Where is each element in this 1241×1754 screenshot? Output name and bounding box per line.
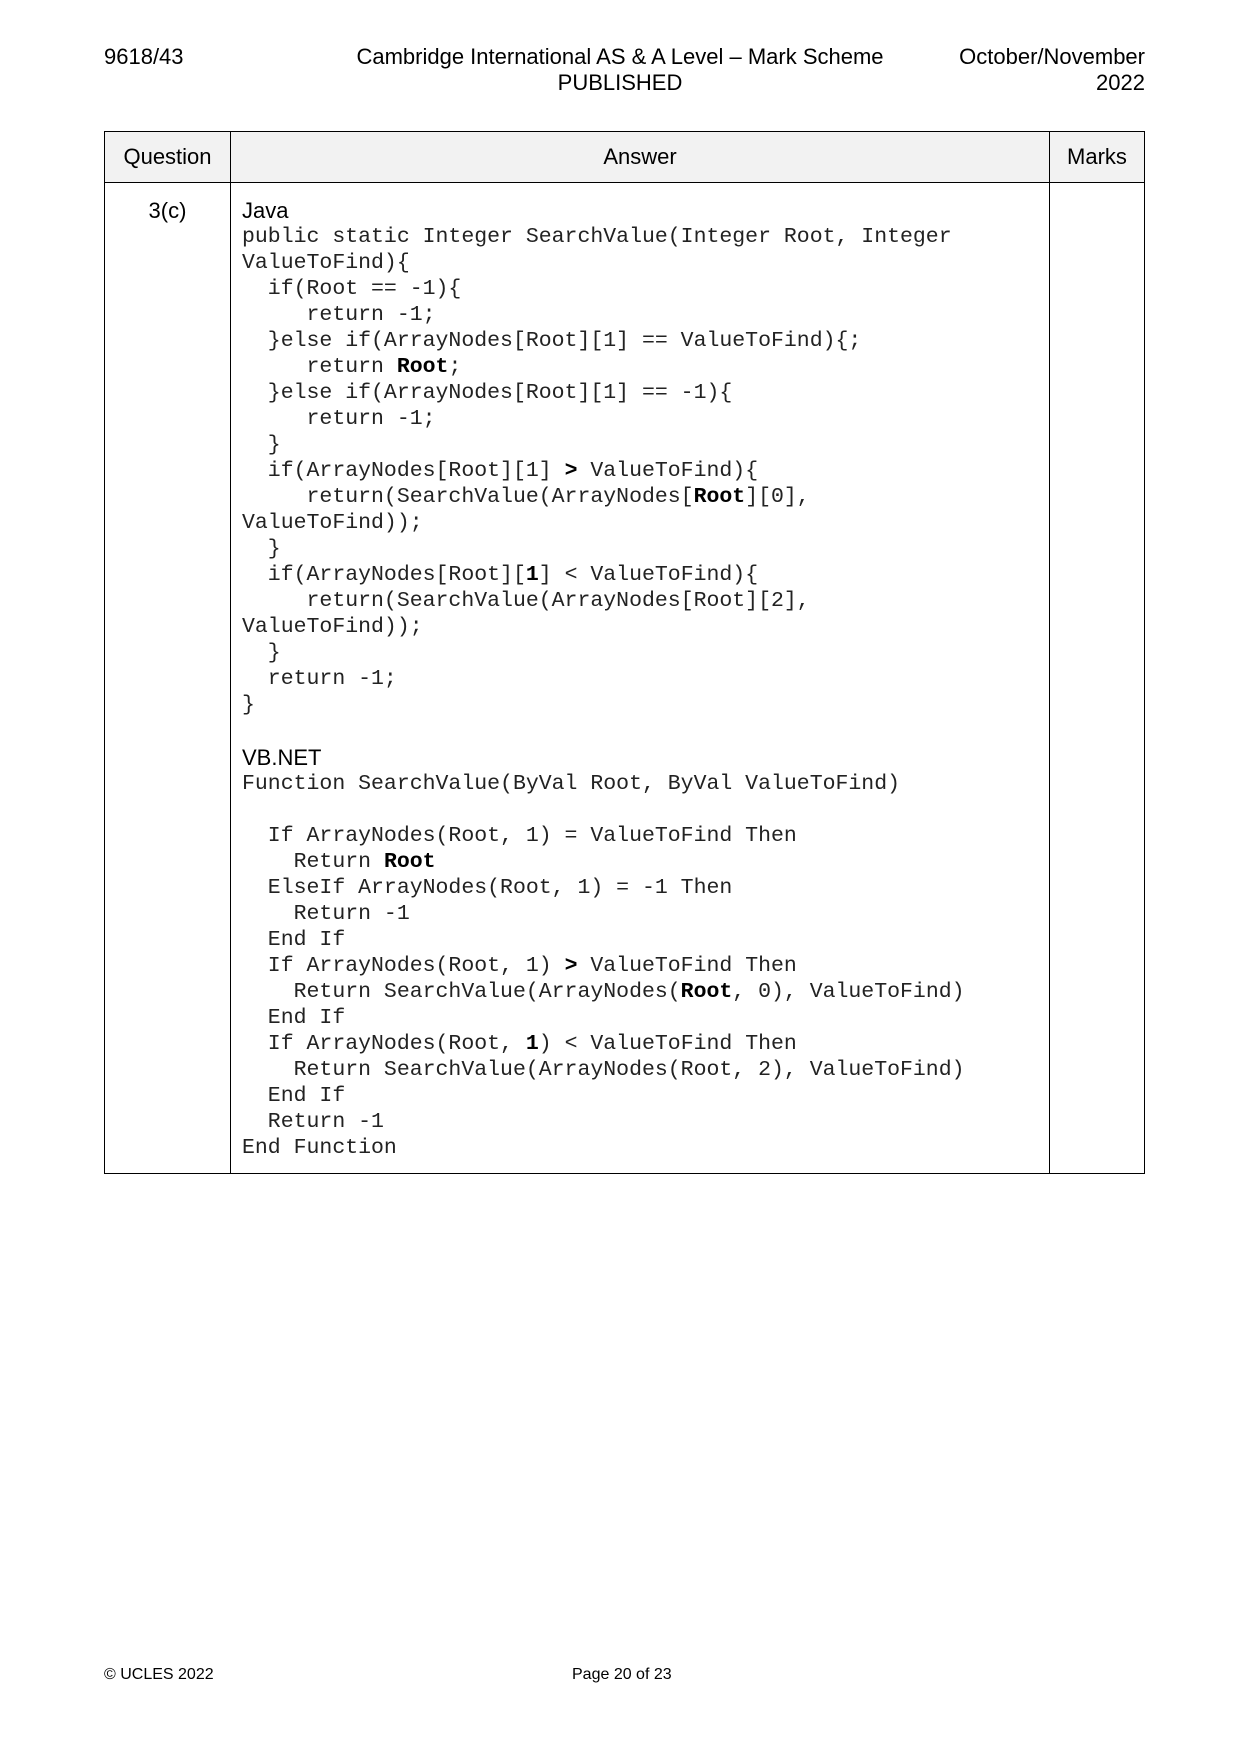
code-emphasis: 1	[525, 1032, 539, 1056]
code-text: return -1;	[242, 407, 436, 431]
code-text: if(ArrayNodes[Root][	[242, 563, 526, 587]
code-text: Return -1	[242, 1110, 384, 1134]
code-line	[242, 953, 1039, 979]
code-line	[242, 614, 1039, 640]
code-text: Return	[242, 850, 384, 874]
code-line	[242, 536, 1039, 562]
code-line	[242, 640, 1039, 666]
code-text: ValueToFind));	[242, 615, 423, 639]
code-text: Return SearchValue(ArrayNodes(Root, 2), ValueToFind)	[242, 1058, 965, 1082]
marks-cell	[1050, 183, 1145, 1174]
code-text: If ArrayNodes(Root,	[242, 1032, 526, 1056]
code-text: }	[242, 641, 281, 665]
code-text: return	[242, 355, 397, 379]
code-text: if(Root == -1){	[242, 277, 462, 301]
code-line	[242, 1057, 1039, 1083]
code-text: }else if(ArrayNodes[Root][1] == ValueToFind){;	[242, 329, 862, 353]
code-line	[242, 458, 1039, 484]
code-text: End If	[242, 928, 346, 952]
java-code-block	[242, 224, 1039, 718]
code-text: ;	[448, 355, 462, 379]
code-line	[242, 354, 1039, 380]
code-line	[242, 692, 1039, 718]
code-line	[242, 328, 1039, 354]
code-line	[242, 380, 1039, 406]
code-text: End If	[242, 1006, 346, 1030]
code-text: return(SearchValue(ArrayNodes[	[242, 485, 694, 509]
code-line	[242, 979, 1039, 1005]
column-header-marks: Marks	[1050, 132, 1145, 183]
code-text: Return -1	[242, 902, 410, 926]
code-line	[242, 1083, 1039, 1109]
code-text: return -1;	[242, 303, 436, 327]
code-line	[242, 302, 1039, 328]
code-text: }else if(ArrayNodes[Root][1] == -1){	[242, 381, 733, 405]
code-text: }	[242, 693, 255, 717]
column-header-question: Question	[105, 132, 231, 183]
code-text: Function SearchValue(ByVal Root, ByVal ValueToFind)	[242, 772, 901, 796]
code-line	[242, 276, 1039, 302]
code-line	[242, 927, 1039, 953]
code-text: ][0],	[745, 485, 810, 509]
code-emphasis: Root	[383, 850, 436, 874]
table-row	[105, 183, 1145, 1174]
code-line	[242, 1005, 1039, 1031]
code-text: ValueToFind));	[242, 511, 423, 535]
code-text: ] < ValueToFind){	[538, 563, 759, 587]
code-text: ElseIf ArrayNodes(Root, 1) = -1 Then	[242, 876, 733, 900]
answer-cell	[231, 183, 1050, 1174]
question-number: 3(c)	[105, 183, 231, 1174]
code-text: }	[242, 433, 281, 457]
code-text: ) < ValueToFind Then	[538, 1032, 797, 1056]
code-text: public static Integer SearchValue(Integer Root, Integer	[242, 225, 952, 249]
exam-session	[959, 44, 1145, 96]
vbnet-label: VB.NET	[242, 745, 322, 770]
code-line	[242, 562, 1039, 588]
code-line	[242, 1031, 1039, 1057]
code-text: End If	[242, 1084, 346, 1108]
code-emphasis: >	[564, 954, 578, 978]
code-text: }	[242, 537, 281, 561]
code-line	[242, 510, 1039, 536]
section-spacer	[242, 718, 1039, 745]
code-line	[242, 406, 1039, 432]
session-line-1: October/November	[959, 44, 1145, 69]
code-text: If ArrayNodes(Root, 1) = ValueToFind Then	[242, 824, 797, 848]
code-line	[242, 875, 1039, 901]
column-header-answer: Answer	[231, 132, 1050, 183]
code-line	[242, 666, 1039, 692]
code-line	[242, 849, 1039, 875]
code-text: , 0), ValueToFind)	[732, 980, 965, 1004]
code-line	[242, 797, 1039, 823]
code-text: End Function	[242, 1136, 397, 1160]
paper-code: 9618/43	[104, 44, 184, 69]
code-text: if(ArrayNodes[Root][1]	[242, 459, 565, 483]
code-emphasis: >	[564, 459, 578, 483]
title-line-1: Cambridge International AS & A Level – Mark Scheme	[356, 44, 884, 69]
code-line	[242, 224, 1039, 250]
code-line	[242, 771, 1039, 797]
code-line	[242, 250, 1039, 276]
code-line	[242, 901, 1039, 927]
code-text: Return SearchValue(ArrayNodes(	[242, 980, 681, 1004]
java-label: Java	[242, 198, 289, 223]
code-line	[242, 432, 1039, 458]
code-text: ValueToFind Then	[577, 954, 797, 978]
copyright-notice: © UCLES 2022	[104, 1666, 214, 1683]
code-line	[242, 1135, 1039, 1161]
code-emphasis: 1	[525, 563, 539, 587]
code-line	[242, 823, 1039, 849]
vbnet-code-block	[242, 771, 1039, 1161]
session-line-2: 2022	[1096, 70, 1145, 95]
title-line-2: PUBLISHED	[557, 70, 683, 95]
code-emphasis: Root	[680, 980, 733, 1004]
code-text: return(SearchValue(ArrayNodes[Root][2],	[242, 589, 810, 613]
code-emphasis: Root	[693, 485, 746, 509]
code-text: ValueToFind){	[577, 459, 759, 483]
table-header-row	[105, 132, 1145, 183]
code-emphasis: Root	[396, 355, 449, 379]
mark-scheme-table	[104, 131, 1145, 1174]
code-text: return -1;	[242, 667, 397, 691]
page-number: Page 20 of 23	[572, 1666, 672, 1683]
code-text: ValueToFind){	[242, 251, 410, 275]
code-text: If ArrayNodes(Root, 1)	[242, 954, 565, 978]
document-title	[330, 44, 910, 96]
code-line	[242, 1109, 1039, 1135]
code-line	[242, 588, 1039, 614]
code-line	[242, 484, 1039, 510]
